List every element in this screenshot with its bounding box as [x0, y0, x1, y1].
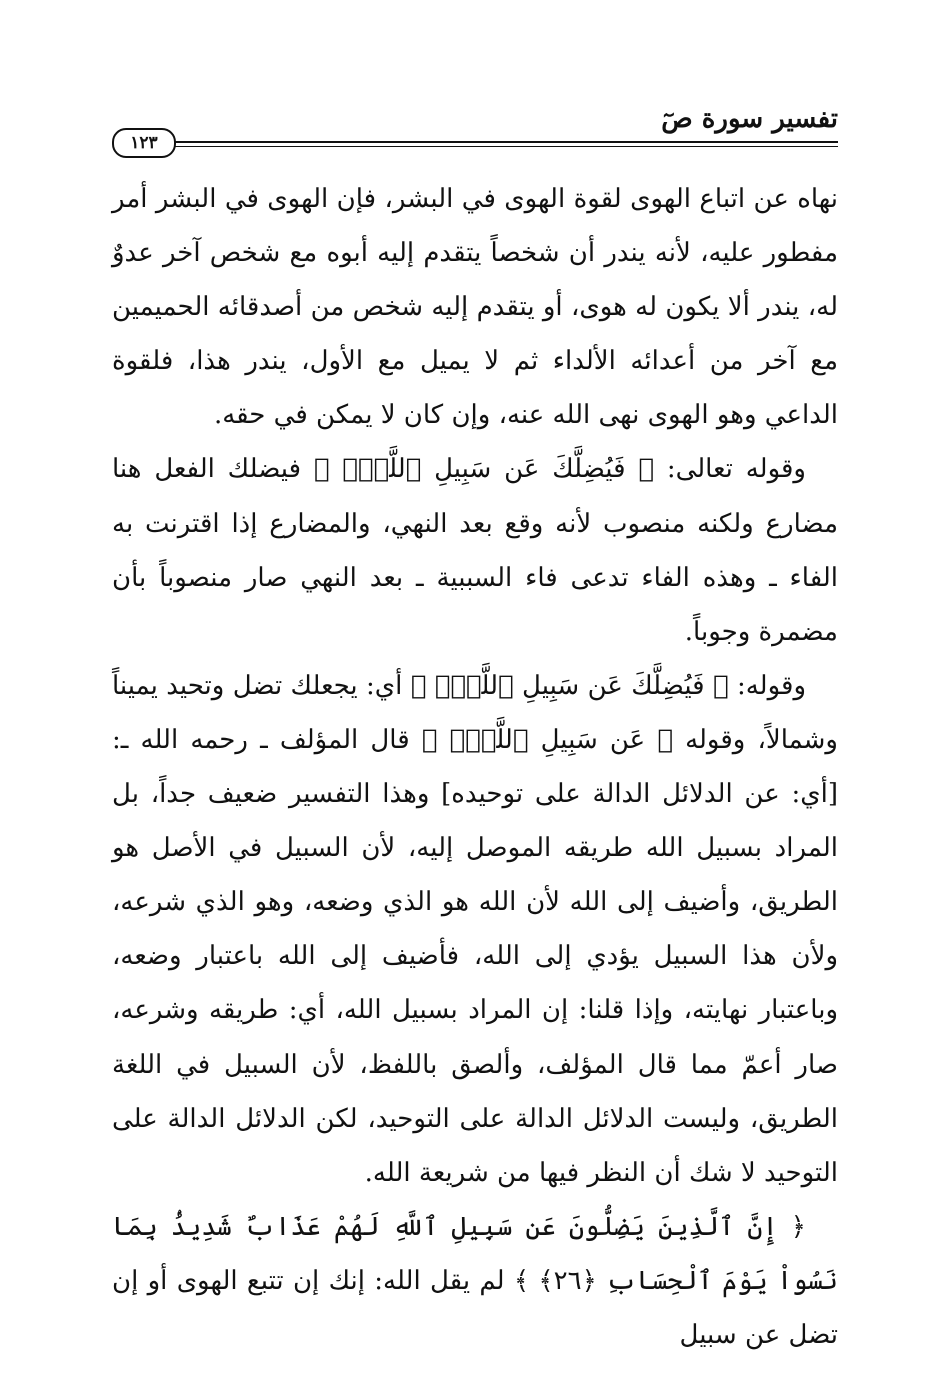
body-text — [112, 172, 838, 1362]
running-title: تفسير سورة صٓ — [661, 104, 838, 134]
paragraph-3: وقوله: ﴿ فَيُضِلَّكَ عَن سَبِيلِ ٱللَّهِۚ ﴾ أي: يجعلك تضل وتحيد يميناً وشمالاً، وقوله ﴿ عَن سَبِيلِ ٱللَّهِۚ ﴾ قال المؤلف ـ رحمه الله ـ: [أي: عن الدلائل الدالة على توحيده] وهذا التفسير ضعيف جداً، بل المراد بسبيل الله طريقه الموصل إليه، لأن السبيل في الأصل هو الطريق، وأضيف إلى الله لأن الله هو الذي وضعه، وهو الذي شرعه، ولأن هذا السبيل يؤدي إلى الله، فأضيف إلى الله باعتبار وضعه، وباعتبار نهايته، وإذا قلنا: إن المراد بسبيل الله، أي: طريقه وشرعه، صار أعمّ مما قال المؤلف، وألصق باللفظ، لأن السبيل في اللغة الطريق، وليست الدلائل الدالة على التوحيد، لكن الدلائل الدالة على التوحيد لا شك أن النظر فيها من شريعة الله. — [112, 670, 838, 1188]
page-number: ١٢٣ — [112, 128, 176, 158]
paragraph-1: نهاه عن اتباع الهوى لقوة الهوى في البشر، فإن الهوى في البشر أمر مفطور عليه، لأنه يندر أن شخصاً يتقدم إليه أبوه مع شخص آخر عدوٌ له، يندر ألا يكون له هوى، أو يتقدم إليه شخص من أصدقائه الحميمين مع آخر من أعدائه الألداء ثم لا يميل مع الأول، يندر هذا، فلقوة الداعي وهو الهوى نهى الله عنه، وإن كان لا يمكن في حقه. — [112, 184, 838, 431]
paragraph-4: ﴿ إِنَّ ٱلَّذِينَ يَضِلُّونَ عَن سَبِيلِ ٱللَّهِ لَهُمْ عَذَابٌ شَدِيدُۢ بِمَا نَسُواْ يَوْمَ ٱلْحِسَابِ ﴿٢٦﴾ ﴾ لم يقل الله: إنك إن تتبع الهوى أو إن تضل عن سبيل — [112, 1211, 838, 1350]
header-rule — [170, 141, 838, 147]
page-header — [112, 104, 838, 154]
paragraph-2: وقوله تعالى: ﴿ فَيُضِلَّكَ عَن سَبِيلِ ٱللَّهِۚ ﴾ فيضلك الفعل هنا مضارع ولكنه منصوب لأنه وقع بعد النهي، والمضارع إذا اقترنت به الفاء ـ وهذه الفاء تدعى فاء السببية ـ بعد النهي صار منصوباً بأن مضمرة وجوباً. — [112, 454, 838, 647]
